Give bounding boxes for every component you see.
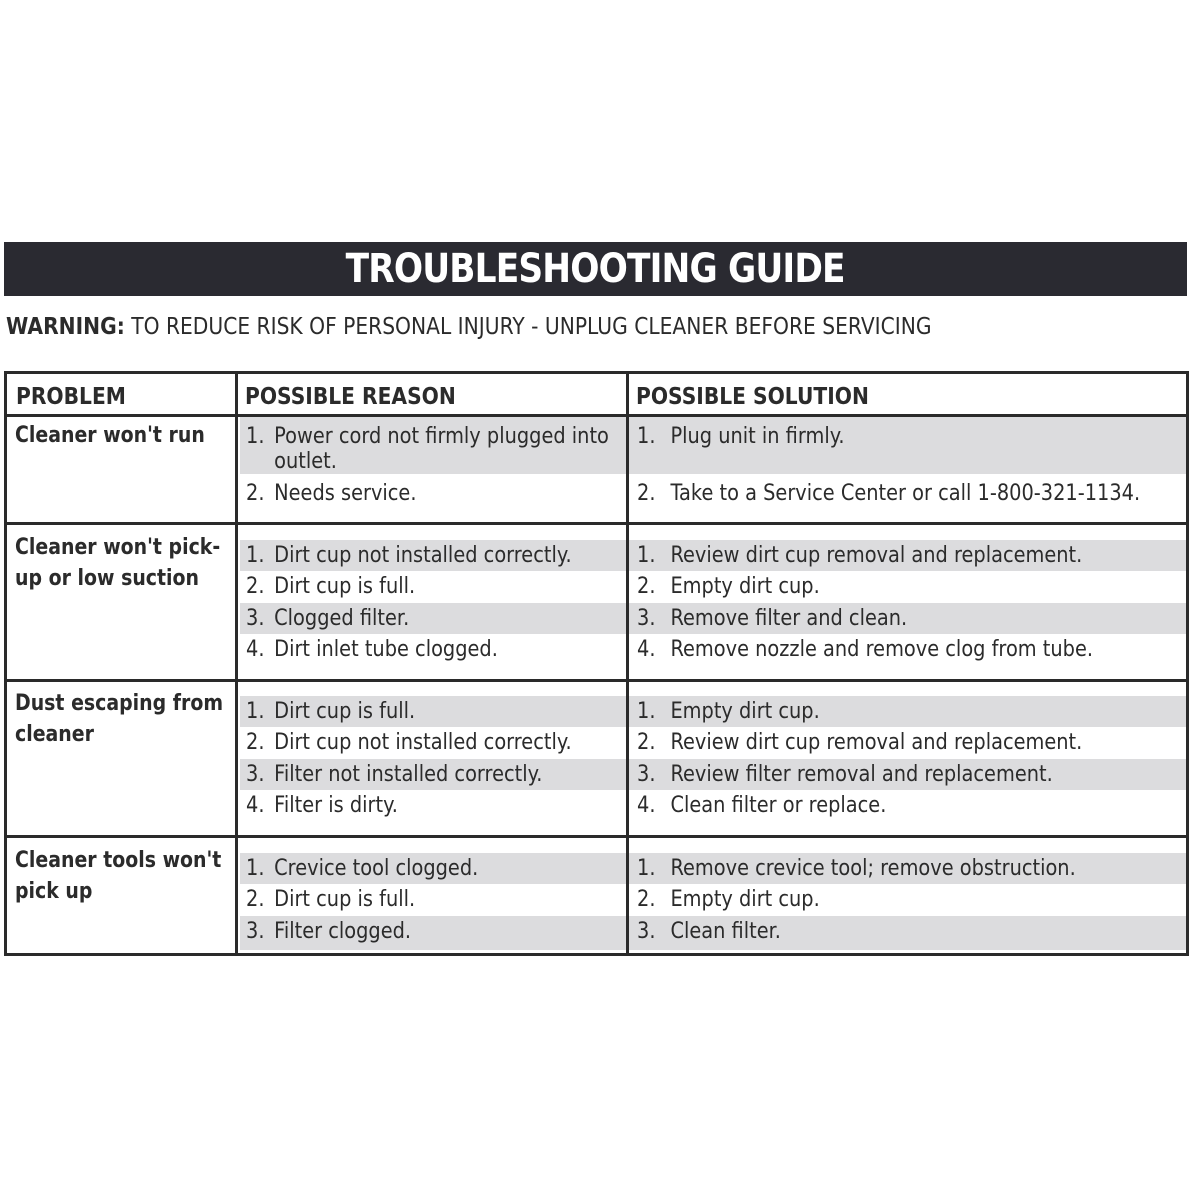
reason-item: 1. Crevice tool clogged. bbox=[246, 856, 479, 881]
warning-label: WARNING: bbox=[6, 314, 125, 340]
reason-item: 2. Needs service. bbox=[246, 481, 417, 506]
reason-item: 4. Dirt inlet tube clogged. bbox=[246, 637, 498, 662]
warning-text: TO REDUCE RISK OF PERSONAL INJURY - UNPLUG CLEANER BEFORE SERVICING bbox=[131, 314, 932, 340]
page-title: TROUBLESHOOTING GUIDE bbox=[345, 246, 846, 292]
solution-item: 1. Plug unit in firmly. bbox=[637, 424, 845, 449]
problem-cell: Dust escaping from cleaner bbox=[15, 691, 224, 747]
solution-item: 2. Empty dirt cup. bbox=[637, 887, 820, 912]
solution-item: 2. Empty dirt cup. bbox=[637, 574, 820, 599]
reason-item: 2. Dirt cup not installed correctly. bbox=[246, 730, 572, 755]
troubleshooting-table bbox=[4, 371, 1189, 956]
row-divider bbox=[7, 414, 1186, 417]
problem-cell: Cleaner won't run bbox=[15, 423, 205, 448]
solution-item: 4. Remove nozzle and remove clog from tube. bbox=[637, 637, 1094, 662]
reason-item: 2. Dirt cup is full. bbox=[246, 887, 416, 912]
problem-cell: Cleaner tools won't pick up bbox=[15, 848, 222, 904]
solution-item: 1. Remove crevice tool; remove obstruction. bbox=[637, 856, 1076, 881]
solution-item: 3. Review filter removal and replacement. bbox=[637, 762, 1053, 787]
row-divider bbox=[7, 835, 1186, 838]
solution-item: 4. Clean filter or replace. bbox=[637, 793, 887, 818]
problem-cell: Cleaner won't pick-up or low suction bbox=[15, 535, 221, 591]
solution-item: 3. Clean filter. bbox=[637, 919, 781, 944]
reason-item: 3. Clogged filter. bbox=[246, 606, 410, 631]
solution-item: 2. Take to a Service Center or call 1-800-321-1134. bbox=[637, 481, 1141, 506]
solution-item: 3. Remove filter and clean. bbox=[637, 606, 908, 631]
row-divider bbox=[7, 522, 1186, 525]
solution-item: 1. Review dirt cup removal and replacement. bbox=[637, 543, 1083, 568]
title-banner bbox=[4, 242, 1187, 296]
solution-item: 2. Review dirt cup removal and replacement. bbox=[637, 730, 1083, 755]
reason-item: 1. Dirt cup is full. bbox=[246, 699, 416, 724]
header-problem: PROBLEM bbox=[16, 384, 126, 410]
reason-item: 4. Filter is dirty. bbox=[246, 793, 398, 818]
reason-item: 1. Power cord not firmly plugged into outlet. bbox=[246, 424, 609, 474]
column-divider bbox=[235, 374, 238, 953]
row-divider bbox=[7, 679, 1186, 682]
reason-item: 3. Filter clogged. bbox=[246, 919, 412, 944]
reason-item: 1. Dirt cup not installed correctly. bbox=[246, 543, 572, 568]
column-divider bbox=[626, 374, 629, 953]
reason-item: 2. Dirt cup is full. bbox=[246, 574, 416, 599]
reason-item: 3. Filter not installed correctly. bbox=[246, 762, 543, 787]
header-solution: POSSIBLE SOLUTION bbox=[636, 384, 869, 410]
header-reason: POSSIBLE REASON bbox=[245, 384, 456, 410]
solution-item: 1. Empty dirt cup. bbox=[637, 699, 820, 724]
warning-line bbox=[6, 314, 932, 340]
